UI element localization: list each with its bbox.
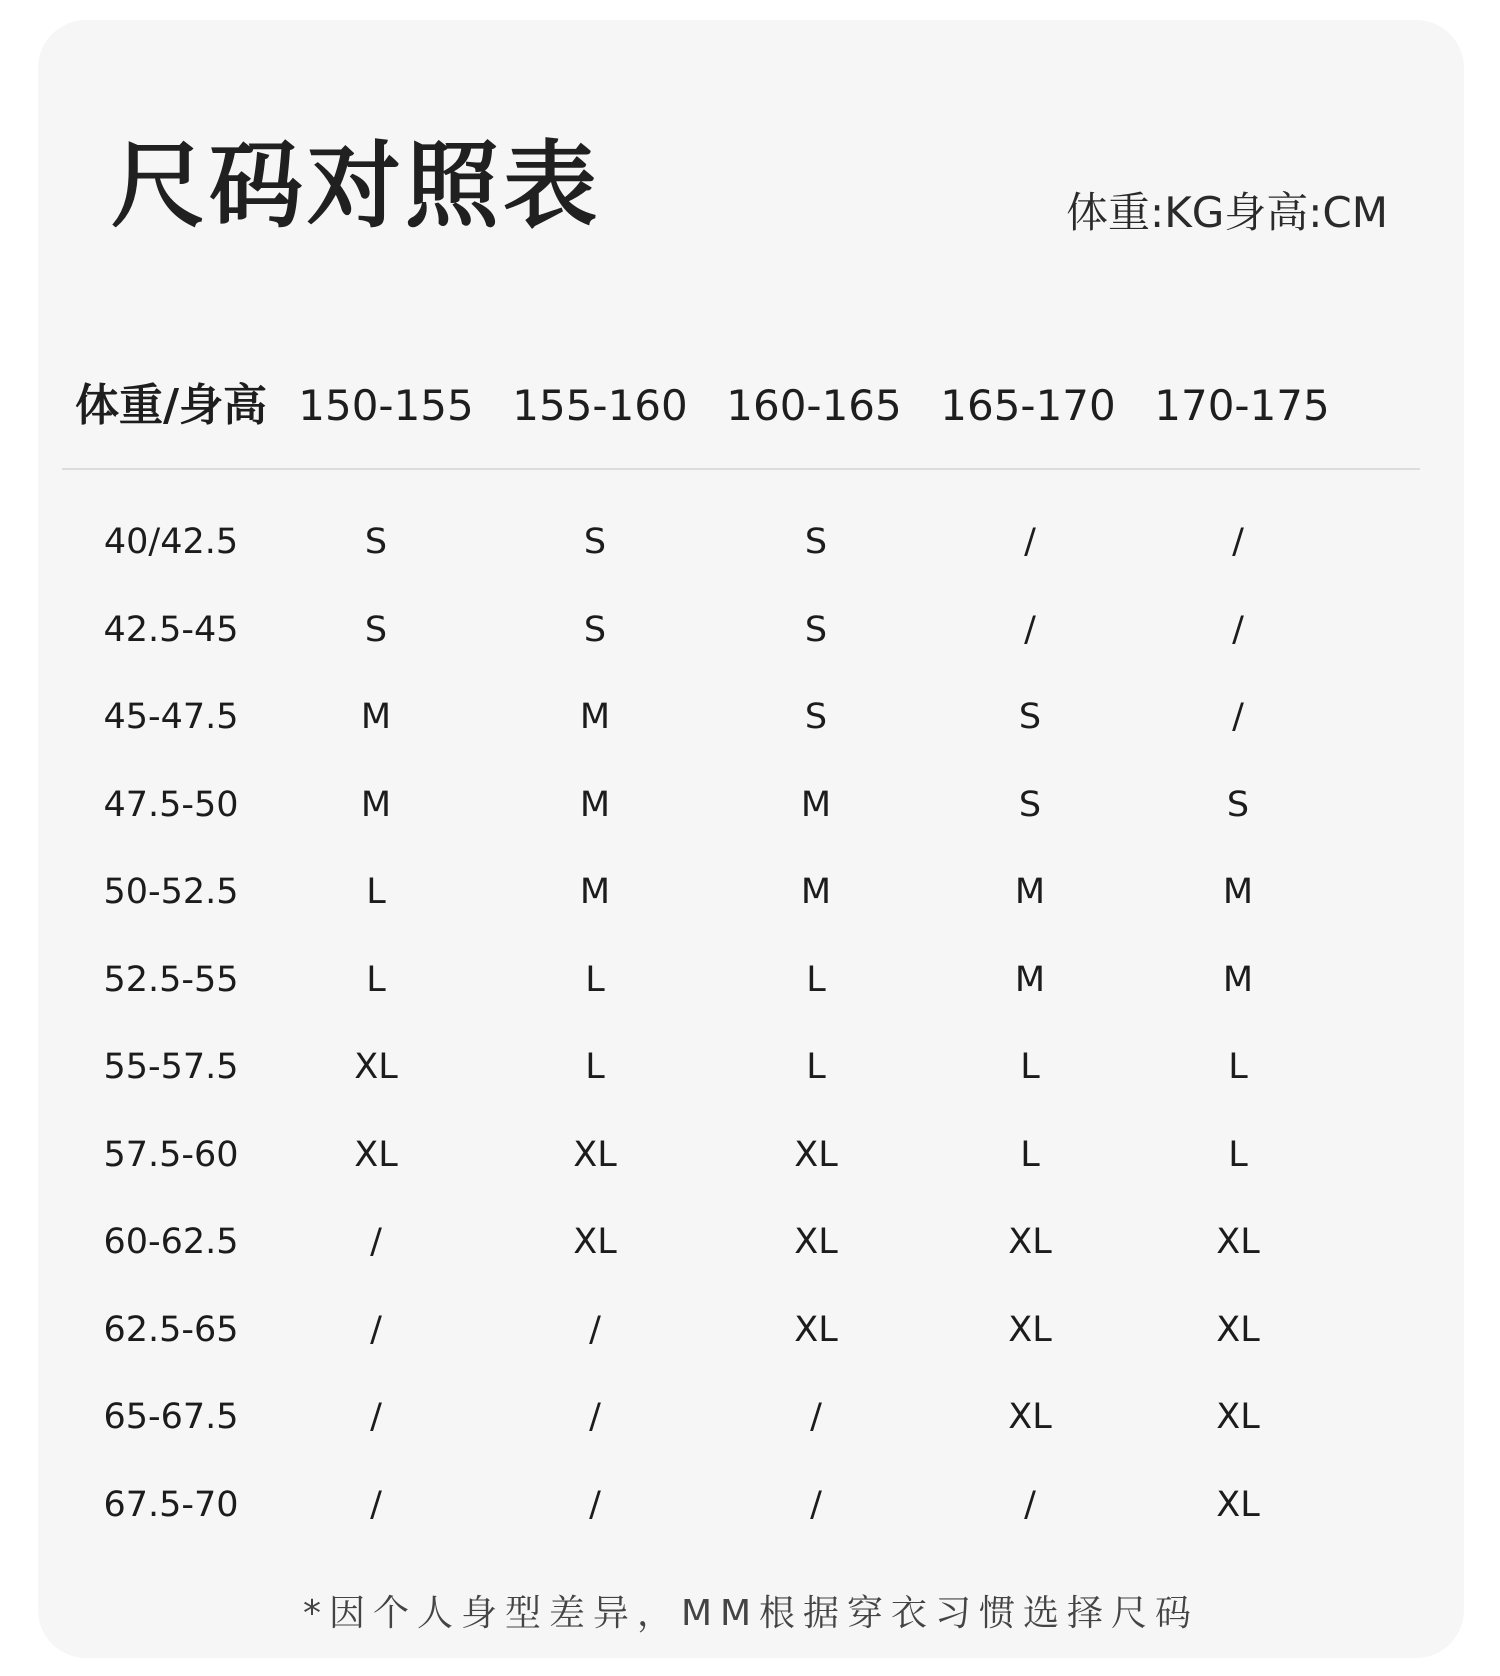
weight-cell: 52.5-55 xyxy=(103,959,239,1000)
size-cell: XL xyxy=(1216,1484,1260,1525)
weight-cell: 60-62.5 xyxy=(103,1222,239,1262)
size-cell: M xyxy=(579,872,611,912)
size-cell: S xyxy=(583,609,607,650)
size-cell: XL xyxy=(1008,1397,1052,1437)
size-cell: XL xyxy=(354,1134,398,1175)
size-cell: M xyxy=(1222,959,1254,1000)
size-cell: M xyxy=(579,784,611,825)
size-cell: XL xyxy=(1216,1309,1260,1350)
size-cell: / xyxy=(589,1484,601,1525)
size-cell: XL xyxy=(794,1309,838,1350)
size-cell: S xyxy=(1226,784,1250,825)
size-cell: / xyxy=(370,1222,382,1262)
size-cell: M xyxy=(1014,959,1046,1000)
weight-cell: 67.5-70 xyxy=(103,1484,239,1525)
size-cell: / xyxy=(1024,609,1036,650)
size-cell: XL xyxy=(1216,1222,1260,1262)
column-header: 170-175 xyxy=(1154,381,1330,430)
size-cell: XL xyxy=(1008,1222,1052,1262)
size-cell: / xyxy=(1232,697,1244,737)
footer-note: *因个人身型差异，MM根据穿衣习惯选择尺码 xyxy=(302,1593,1200,1634)
table-row xyxy=(38,677,1464,765)
column-header: 150-155 xyxy=(298,381,474,430)
header-corner-label: 体重/身高 xyxy=(74,380,268,431)
table-row xyxy=(38,590,1464,678)
weight-cell: 42.5-45 xyxy=(103,609,239,650)
size-cell: XL xyxy=(354,1047,398,1087)
weight-cell: 45-47.5 xyxy=(103,697,239,737)
size-cell: L xyxy=(585,959,605,1000)
table-row xyxy=(38,502,1464,590)
table-body xyxy=(38,502,1464,1552)
weight-cell: 65-67.5 xyxy=(103,1397,239,1437)
table-row xyxy=(38,852,1464,940)
size-cell: / xyxy=(1024,522,1036,562)
weight-cell: 47.5-50 xyxy=(103,784,239,825)
size-cell: M xyxy=(800,872,832,912)
size-cell: L xyxy=(585,1047,605,1087)
table-row xyxy=(38,765,1464,853)
size-cell: L xyxy=(806,959,826,1000)
size-cell: S xyxy=(804,697,828,737)
table-row xyxy=(38,1202,1464,1290)
table-row xyxy=(38,1115,1464,1203)
size-cell: / xyxy=(589,1397,601,1437)
size-cell: M xyxy=(1222,872,1254,912)
size-cell: / xyxy=(1232,609,1244,650)
size-cell: / xyxy=(589,1309,601,1350)
size-cell: XL xyxy=(794,1222,838,1262)
weight-cell: 55-57.5 xyxy=(103,1047,239,1087)
weight-cell: 40/42.5 xyxy=(103,522,239,562)
header-divider xyxy=(62,468,1420,470)
size-cell: M xyxy=(579,697,611,737)
size-cell: / xyxy=(370,1484,382,1525)
size-cell: S xyxy=(1018,697,1042,737)
size-cell: XL xyxy=(573,1222,617,1262)
size-cell: S xyxy=(804,609,828,650)
size-cell: / xyxy=(810,1397,822,1437)
size-cell: L xyxy=(366,872,386,912)
size-cell: XL xyxy=(794,1134,838,1175)
table-header-row xyxy=(38,366,1464,446)
size-cell: S xyxy=(1018,784,1042,825)
column-header: 165-170 xyxy=(940,381,1116,430)
table-row xyxy=(38,940,1464,1028)
weight-cell: 62.5-65 xyxy=(103,1309,239,1350)
table-row xyxy=(38,1027,1464,1115)
size-cell: M xyxy=(800,784,832,825)
column-header: 160-165 xyxy=(726,381,902,430)
units-label: 体重:KG身高:CM xyxy=(1066,188,1388,237)
column-header: 155-160 xyxy=(512,381,688,430)
page-title: 尺码对照表 xyxy=(111,132,602,241)
size-cell: S xyxy=(364,522,388,562)
table-row xyxy=(38,1465,1464,1553)
size-cell: M xyxy=(360,784,392,825)
size-cell: / xyxy=(1024,1484,1036,1525)
size-cell: S xyxy=(583,522,607,562)
size-cell: S xyxy=(364,609,388,650)
size-cell: XL xyxy=(1008,1309,1052,1350)
size-cell: / xyxy=(370,1309,382,1350)
size-cell: S xyxy=(804,522,828,562)
size-cell: L xyxy=(1228,1134,1248,1175)
table-row xyxy=(38,1290,1464,1378)
size-cell: M xyxy=(1014,872,1046,912)
size-cell: XL xyxy=(573,1134,617,1175)
size-cell: XL xyxy=(1216,1397,1260,1437)
size-cell: L xyxy=(1228,1047,1248,1087)
size-chart-card xyxy=(38,20,1464,1658)
size-cell: M xyxy=(360,697,392,737)
weight-cell: 57.5-60 xyxy=(103,1134,239,1175)
size-cell: L xyxy=(1020,1134,1040,1175)
size-cell: L xyxy=(1020,1047,1040,1087)
size-cell: L xyxy=(366,959,386,1000)
size-cell: / xyxy=(810,1484,822,1525)
table-row xyxy=(38,1377,1464,1465)
weight-cell: 50-52.5 xyxy=(103,872,239,912)
size-cell: / xyxy=(370,1397,382,1437)
size-cell: / xyxy=(1232,522,1244,562)
size-cell: L xyxy=(806,1047,826,1087)
